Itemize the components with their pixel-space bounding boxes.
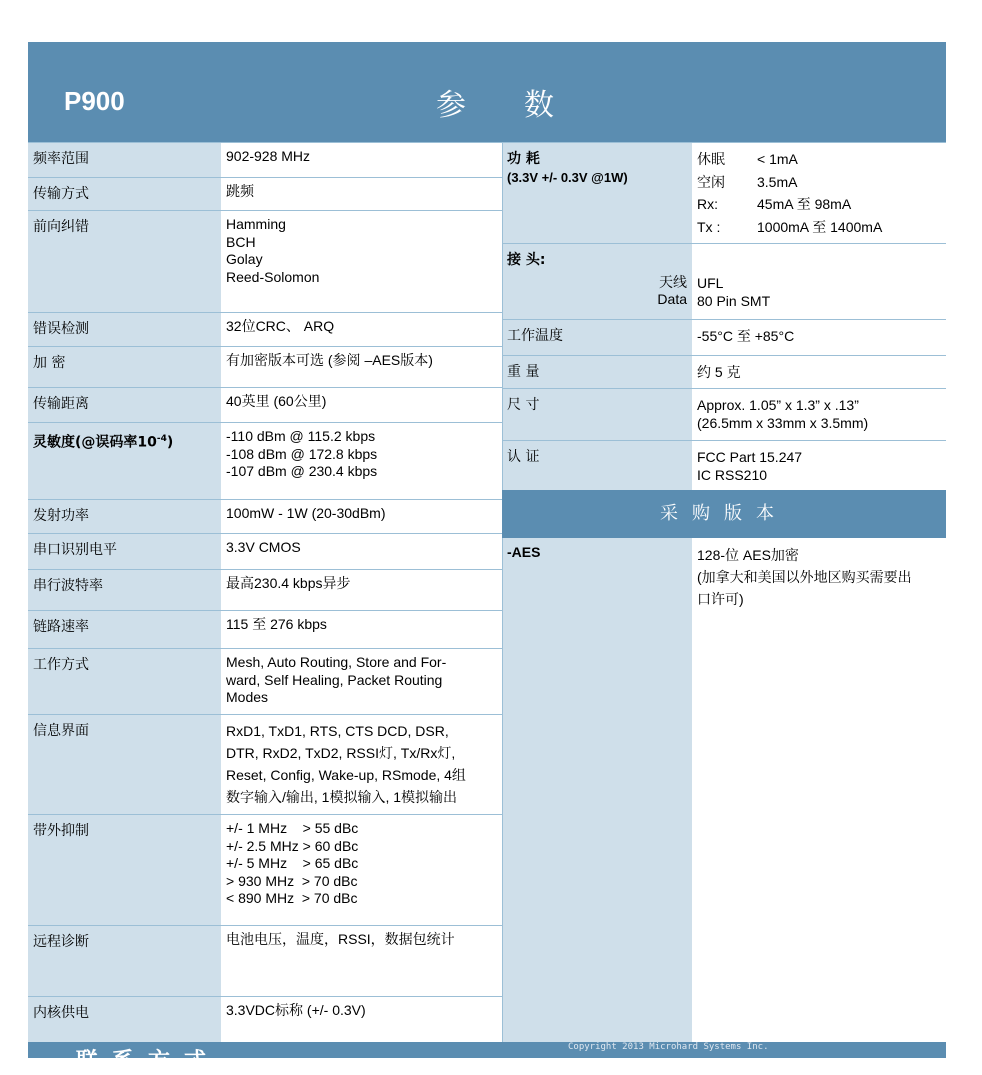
purchase-value-line: 128-位 AES加密 <box>697 547 799 563</box>
spec-row <box>28 996 502 1042</box>
spec-row <box>502 319 946 355</box>
spec-value <box>692 441 946 490</box>
spec-label-text: 串口识别电平 <box>33 542 117 558</box>
spec-row <box>28 422 502 499</box>
spec-label-sup: -4 <box>156 434 167 444</box>
spec-value-line: 100mW - 1W (20-30dBm) <box>226 505 386 521</box>
connector-key-data: Data <box>657 291 687 307</box>
spec-value-line: 40英里 (60公里) <box>226 393 327 409</box>
spec-value <box>221 423 502 499</box>
power-value: 45mA 至 98mA <box>757 196 852 212</box>
spec-label <box>28 388 221 422</box>
spec-label <box>28 347 221 387</box>
spec-value-line: Mesh, Auto Routing, Store and For- <box>226 654 447 670</box>
power-values <box>692 143 946 243</box>
spec-label <box>28 423 221 499</box>
power-key: Rx: <box>697 196 718 212</box>
spec-value <box>221 347 502 387</box>
spec-value <box>221 997 502 1042</box>
spec-value-line: -108 dBm @ 172.8 kbps <box>226 445 378 462</box>
spec-value-line: ward, Self Healing, Packet Routing <box>226 671 443 688</box>
spec-label <box>28 715 221 814</box>
footer-bar <box>28 1042 946 1074</box>
spec-label: 工作温度 <box>507 328 563 344</box>
spec-row <box>502 440 946 490</box>
spec-label <box>28 997 221 1042</box>
spec-value-line: FCC Part 15.247 <box>697 449 803 465</box>
spec-value-line: IC RSS210 <box>697 466 768 483</box>
power-key: 空闲 <box>697 173 725 190</box>
spec-value-line: Reset, Config, Wake-up, RSmode, 4组 <box>226 767 466 783</box>
spec-row <box>28 569 502 610</box>
spec-label <box>28 570 221 610</box>
spec-row <box>28 142 502 177</box>
spec-label-text: 灵敏度(@误码率10 <box>33 434 157 451</box>
spec-label: 尺 寸 <box>507 397 540 413</box>
spec-value <box>692 320 946 355</box>
spec-value-line: (26.5mm x 33mm x 3.5mm) <box>697 414 869 431</box>
spec-row <box>28 346 502 387</box>
spec-grid <box>28 142 946 1042</box>
spec-label-text: 传输距离 <box>33 396 89 412</box>
spec-value <box>692 389 946 440</box>
power-title: 功 耗 <box>507 151 540 167</box>
spec-value-line: Approx. 1.05” x 1.3” x .13” <box>697 397 859 413</box>
spec-value-line: Reed-Solomon <box>226 268 320 285</box>
spec-label <box>28 649 221 714</box>
spec-label <box>28 143 221 177</box>
spec-row <box>502 388 946 440</box>
spec-value-line: 最高230.4 kbps异步 <box>226 575 351 591</box>
spec-label <box>28 313 221 346</box>
spec-value <box>221 534 502 569</box>
purchase-value-line: (加拿大和美国以外地区购买需要出 <box>697 569 912 585</box>
spec-row <box>28 499 502 533</box>
spec-label <box>28 534 221 569</box>
power-row <box>502 142 946 243</box>
spec-value-line: RxD1, TxD1, RTS, CTS DCD, DSR, <box>226 723 449 739</box>
spec-value-line: 电池电压，温度，RSSI，数据包统计 <box>226 931 455 947</box>
spec-label-text: 远程诊断 <box>33 934 89 950</box>
power-line <box>697 193 941 216</box>
spec-value <box>221 611 502 648</box>
purchase-value-line: 口许可) <box>697 591 744 607</box>
spec-value-line: -55°C 至 +85°C <box>697 328 795 344</box>
connector-data: 80 Pin SMT <box>697 292 771 309</box>
spec-value-line: BCH <box>226 233 256 250</box>
spec-value <box>221 143 502 177</box>
spec-label <box>28 611 221 648</box>
spec-label-text: 串行波特率 <box>33 578 103 594</box>
spec-label-text: 传输方式 <box>33 186 89 202</box>
spec-label-text: 发射功率 <box>33 508 89 524</box>
power-sub: (3.3V +/- 0.3V @1W) <box>507 169 628 185</box>
spec-row <box>28 533 502 569</box>
power-value: < 1mA <box>757 151 798 167</box>
spec-row <box>28 610 502 648</box>
spec-value <box>221 649 502 714</box>
spec-value <box>221 570 502 610</box>
connector-key-antenna: 天线 <box>659 273 687 290</box>
spec-value-line: 约 5 克 <box>697 364 741 380</box>
model-name: P900 <box>64 86 125 116</box>
spec-row <box>28 177 502 210</box>
spec-value-line: Modes <box>226 689 269 705</box>
power-key: Tx : <box>697 218 721 235</box>
spec-value <box>221 715 502 814</box>
power-line <box>697 171 941 194</box>
purchase-section-title: 采购版本 <box>502 490 946 538</box>
spec-value-line: > 930 MHz > 70 dBc <box>226 872 358 889</box>
connector-values <box>692 244 946 319</box>
spec-value-line: < 890 MHz > 70 dBc <box>226 890 358 906</box>
spec-row <box>28 312 502 346</box>
spec-value <box>221 815 502 925</box>
connector-row <box>502 243 946 319</box>
spec-value-line: +/- 5 MHz > 65 dBc <box>226 855 359 871</box>
spec-value-line: 32位CRC、 ARQ <box>226 318 335 334</box>
spec-label-text: 前向纠错 <box>33 219 89 235</box>
copyright: Copyright 2013 Microhard Systems Inc. <box>568 1042 769 1052</box>
spec-value-line: -107 dBm @ 230.4 kbps <box>226 463 378 479</box>
spec-label <box>28 815 221 925</box>
spec-sheet <box>28 42 946 1074</box>
spec-label-text: 内核供电 <box>33 1005 89 1021</box>
header-bar <box>28 42 946 142</box>
connector-title: 接 头: <box>507 252 546 268</box>
spec-row <box>28 210 502 312</box>
spec-value-line: Hamming <box>226 216 286 232</box>
spec-value-line: 902-928 MHz <box>226 148 311 164</box>
spec-value-line: 3.3VDC标称 (+/- 0.3V) <box>226 1002 366 1018</box>
power-line <box>697 148 941 171</box>
spec-label-text: 信息界面 <box>33 723 89 739</box>
power-value: 1000mA 至 1400mA <box>757 218 883 235</box>
connector-label <box>502 244 692 319</box>
spec-label-text: 工作方式 <box>33 657 89 673</box>
spec-value <box>221 926 502 996</box>
spec-row <box>28 925 502 996</box>
spec-value-line: +/- 1 MHz > 55 dBc <box>226 820 359 836</box>
spec-label <box>28 178 221 210</box>
spec-row <box>28 387 502 422</box>
power-line <box>697 216 941 239</box>
spec-row <box>502 355 946 388</box>
spec-value-line: 3.3V CMOS <box>226 539 301 555</box>
spec-value <box>221 178 502 210</box>
spec-value <box>221 313 502 346</box>
spec-value-line: +/- 2.5 MHz > 60 dBc <box>226 837 359 854</box>
spec-label <box>28 500 221 533</box>
spec-value <box>221 211 502 312</box>
purchase-value <box>692 538 946 1042</box>
spec-row <box>28 648 502 714</box>
spec-label: 重 量 <box>507 364 540 380</box>
spec-value-line: 跳频 <box>226 183 254 199</box>
power-key: 休眠 <box>697 151 725 167</box>
footer-title: 联系方式 <box>76 1049 221 1074</box>
spec-label-text: 加 密 <box>33 355 66 371</box>
spec-value <box>692 356 946 388</box>
purchase-label: -AES <box>507 544 541 560</box>
spec-value-line: DTR, RxD2, TxD2, RSSI灯, Tx/Rx灯, <box>226 745 456 761</box>
spec-value-line: 有加密版本可选 (参阅 –AES版本) <box>226 352 433 368</box>
spec-label-text: 带外抑制 <box>33 823 89 839</box>
spec-value <box>221 500 502 533</box>
connector-antenna: UFL <box>697 275 724 291</box>
spec-row <box>28 714 502 814</box>
spec-label-end: ) <box>166 434 174 451</box>
spec-value-line: Golay <box>226 251 263 267</box>
spec-label-text: 频率范围 <box>33 151 89 167</box>
spec-value-line: 数字输入/输出, 1模拟输入, 1模拟输出 <box>226 789 458 805</box>
spec-label: 认 证 <box>507 449 540 465</box>
spec-value <box>221 388 502 422</box>
spec-label <box>28 211 221 312</box>
power-value: 3.5mA <box>757 173 798 190</box>
spec-row <box>28 814 502 925</box>
power-label <box>502 143 692 243</box>
spec-value-line: 115 至 276 kbps <box>226 616 327 632</box>
spec-label-text: 链路速率 <box>33 619 89 635</box>
spec-value-line: -110 dBm @ 115.2 kbps <box>226 428 376 444</box>
spec-label <box>28 926 221 996</box>
page-title: 参数 <box>436 88 612 123</box>
purchase-row <box>502 538 946 1042</box>
spec-label-text: 错误检测 <box>33 321 89 337</box>
